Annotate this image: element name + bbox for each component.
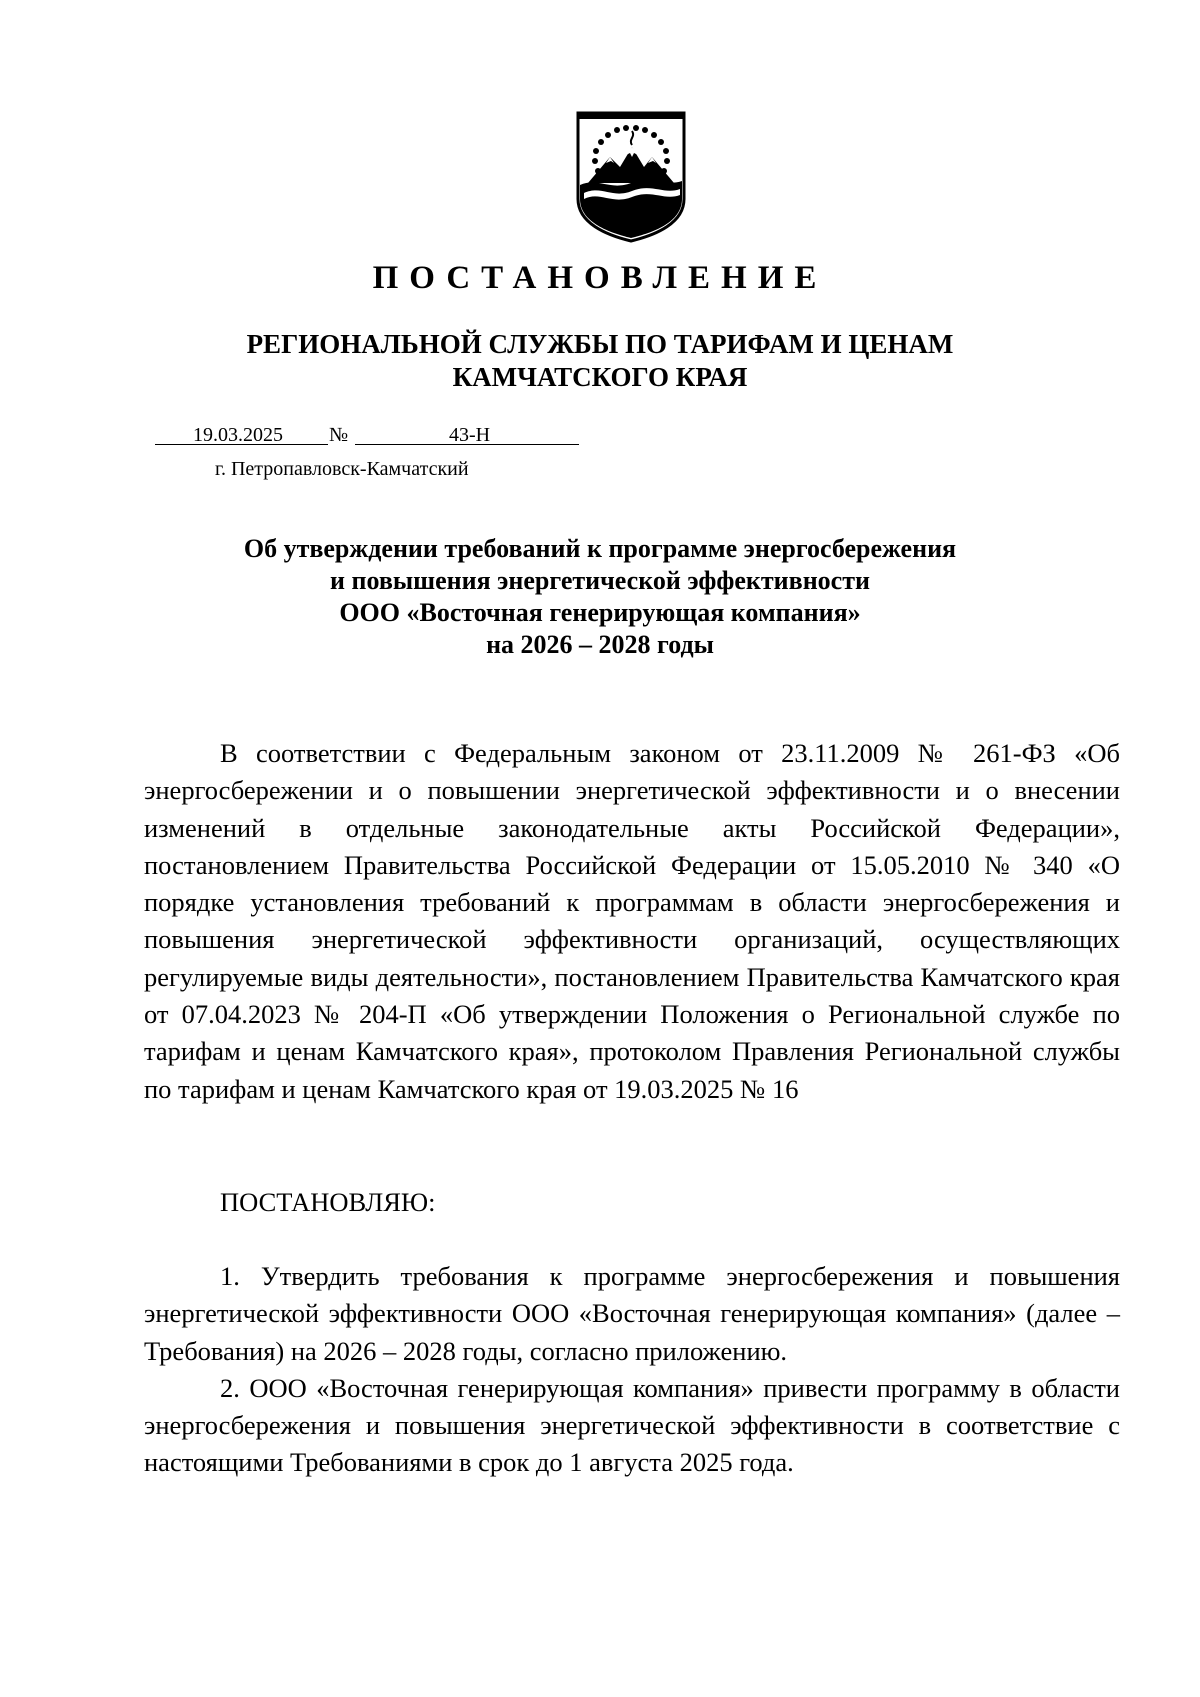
preamble-section <box>144 735 1120 1108</box>
subject-line: ООО «Восточная генерирующая компания» <box>339 598 861 627</box>
resolution-item: 1. Утвердить требования к программе энергосбережения и повышения энергетической эффективности ООО «Восточная генерирующая компания» (далее – Требования) на 2026 – 2028 годы, согласно приложению. <box>144 1261 1120 1366</box>
number-sign: № <box>329 424 349 446</box>
agency-name-line-1: РЕГИОНАЛЬНОЙ СЛУЖБЫ ПО ТАРИФАМ И ЦЕНАМ <box>246 329 954 359</box>
resolution-items <box>144 1258 1120 1482</box>
preamble-paragraph: В соответствии с Федеральным законом от 23.11.2009 № 261-ФЗ «Об энергосбережении и о повышении энергетической эффективности и о внесении изменений в отдельные законодательные акты Российской Федерации», постановлением Правительства Российской Федерации от 15.05.2010 № 340 «О порядке установления требований к программам в области энергосбережения и повышения энергетической эффективности организаций, осуществляющих регулируемые виды деятельности», постановлением Правительства Камчатского края от 07.04.2023 № 204-П «Об утверждении Положения о Региональной службе по тарифам и ценам Камчатского края», протоколом Правления Региональной службы по тарифам и ценам Камчатского края от 19.03.2025 № 16 <box>144 738 1120 1104</box>
subject-line: Об утверждении требований к программе энергосбережения <box>243 534 957 563</box>
date-number-row <box>155 422 585 448</box>
document-title: ПОСТАНОВЛЕНИЕ <box>372 260 828 296</box>
subject-line: на 2026 – 2028 годы <box>486 630 714 659</box>
kamchatka-coat-of-arms-icon <box>576 111 686 243</box>
subject-line: и повышения энергетической эффективности <box>330 566 870 595</box>
document-subject <box>150 533 1050 661</box>
document-number: 43-Н <box>449 424 491 446</box>
agency-name-line-2: КАМЧАТСКОГО КРАЯ <box>452 362 748 392</box>
document-meta <box>155 422 585 448</box>
agency-name <box>140 328 1060 394</box>
decree-word: ПОСТАНОВЛЯЮ: <box>220 1187 436 1217</box>
resolution-item: 2. ООО «Восточная генерирующая компания» привести программу в области энергосбережения и повышения энергетической эффективности в соответствие с настоящими Требованиями в срок до 1 августа 2025 года. <box>144 1372 1120 1478</box>
document-date: 19.03.2025 <box>193 424 283 446</box>
document-city: г. Петропавловск-Камчатский <box>215 458 469 480</box>
